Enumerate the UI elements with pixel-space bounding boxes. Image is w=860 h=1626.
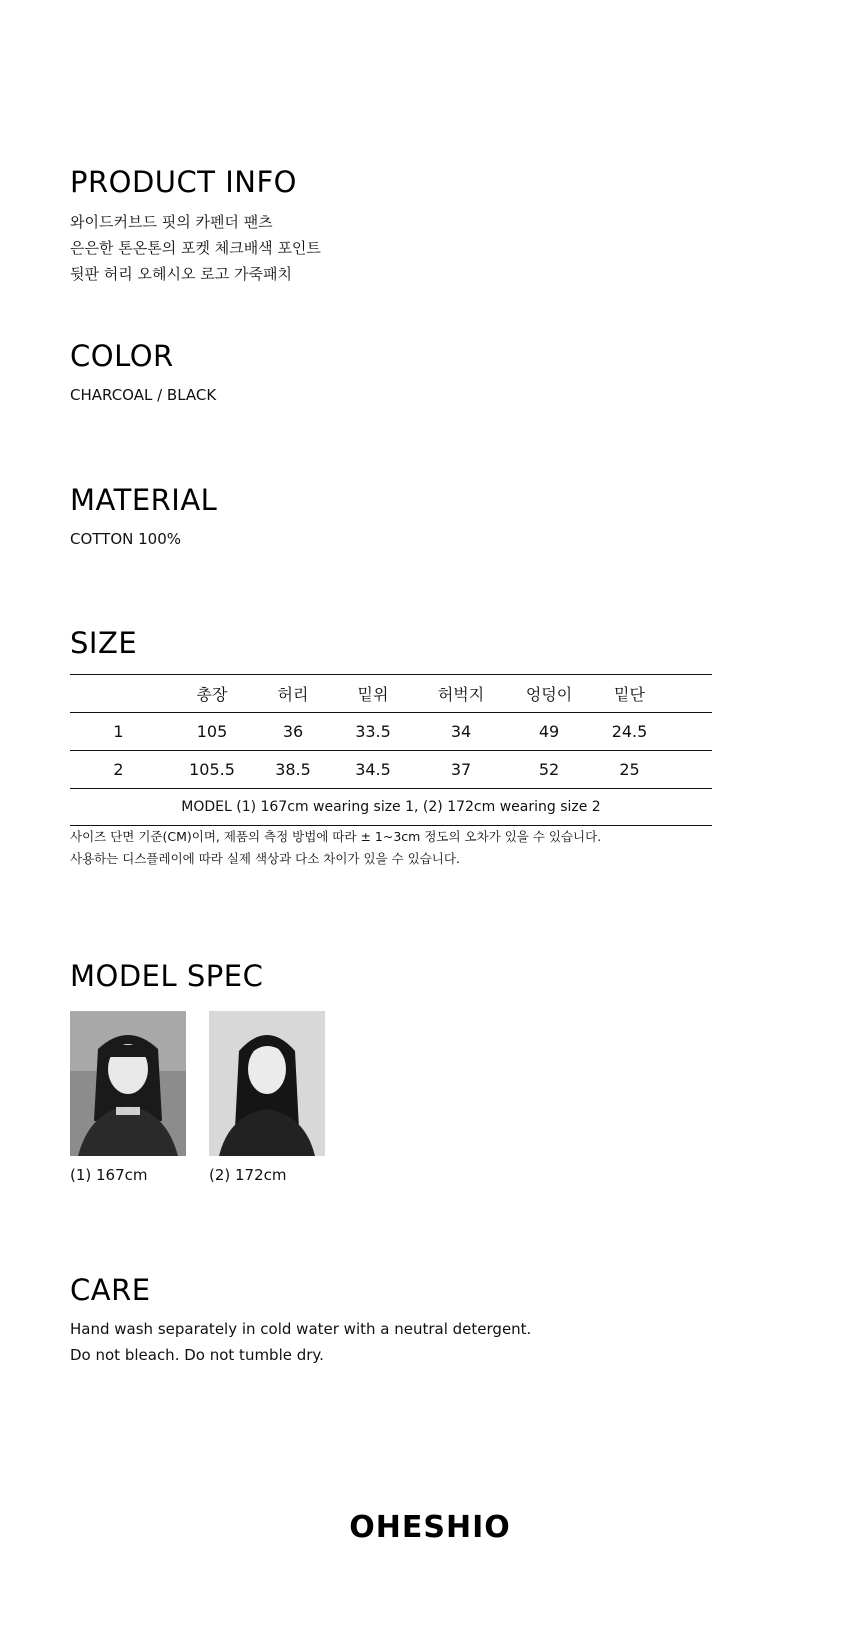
table-row — [70, 713, 712, 751]
size-heading: SIZE — [70, 626, 138, 660]
size-column-header: 엉덩이 — [505, 675, 593, 713]
size-column-header: 허벅지 — [417, 675, 505, 713]
size-table — [70, 674, 712, 826]
product-info-line: 뒷판 허리 오헤시오 로고 가죽패치 — [70, 265, 292, 283]
model-caption: (2) 172cm — [209, 1166, 287, 1184]
color-heading: COLOR — [70, 339, 174, 373]
size-column-header — [70, 675, 167, 713]
size-cell: 38.5 — [257, 751, 329, 789]
size-cell: 105 — [167, 713, 257, 751]
size-cell: 24.5 — [593, 713, 666, 751]
table-row — [70, 751, 712, 789]
product-info-heading: PRODUCT INFO — [70, 165, 297, 199]
size-cell: 2 — [70, 751, 167, 789]
product-info-line: 은은한 톤온톤의 포켓 체크배색 포인트 — [70, 239, 321, 257]
model-photo — [70, 1011, 186, 1156]
size-note-line: 사용하는 디스플레이에 따라 실제 색상과 다소 차이가 있을 수 있습니다. — [70, 851, 460, 866]
model-card — [70, 1011, 186, 1184]
size-cell: 34 — [417, 713, 505, 751]
size-notes — [70, 826, 601, 870]
material-heading: MATERIAL — [70, 483, 218, 517]
size-table-header-row — [70, 675, 712, 713]
size-cell: 52 — [505, 751, 593, 789]
size-column-header: 허리 — [257, 675, 329, 713]
size-cell: 34.5 — [329, 751, 417, 789]
product-info-line: 와이드커브드 핏의 카펜더 팬츠 — [70, 213, 273, 231]
product-info-text — [70, 209, 321, 287]
brand-logo: OHESHIO — [349, 1510, 511, 1545]
size-column-spacer — [666, 675, 712, 713]
care-text — [70, 1316, 531, 1368]
size-column-header: 총장 — [167, 675, 257, 713]
model-note-row — [70, 789, 712, 826]
size-cell: 105.5 — [167, 751, 257, 789]
size-cell: 37 — [417, 751, 505, 789]
size-cell: 49 — [505, 713, 593, 751]
care-line: Hand wash separately in cold water with a neutral detergent. — [70, 1320, 532, 1338]
color-value: CHARCOAL / BLACK — [70, 386, 217, 404]
size-cell-spacer — [666, 713, 712, 751]
model-caption: (1) 167cm — [70, 1166, 148, 1184]
size-column-header: 밑위 — [329, 675, 417, 713]
care-heading: CARE — [70, 1273, 151, 1307]
size-cell-spacer — [666, 751, 712, 789]
size-cell: 1 — [70, 713, 167, 751]
model-spec-heading: MODEL SPEC — [70, 959, 264, 993]
model-note: MODEL (1) 167cm wearing size 1, (2) 172cm wearing size 2 — [70, 789, 712, 826]
size-cell: 33.5 — [329, 713, 417, 751]
size-cell: 25 — [593, 751, 666, 789]
care-line: Do not bleach. Do not tumble dry. — [70, 1346, 324, 1364]
model-card — [209, 1011, 325, 1184]
size-note-line: 사이즈 단면 기준(CM)이며, 제품의 측정 방법에 따라 ± 1~3cm 정도의 오차가 있을 수 있습니다. — [70, 829, 602, 844]
model-photo — [209, 1011, 325, 1156]
model-photo-graphic — [70, 1011, 186, 1156]
model-photo-graphic — [209, 1011, 325, 1156]
material-value: COTTON 100% — [70, 530, 182, 548]
size-cell: 36 — [257, 713, 329, 751]
size-column-header: 밑단 — [593, 675, 666, 713]
